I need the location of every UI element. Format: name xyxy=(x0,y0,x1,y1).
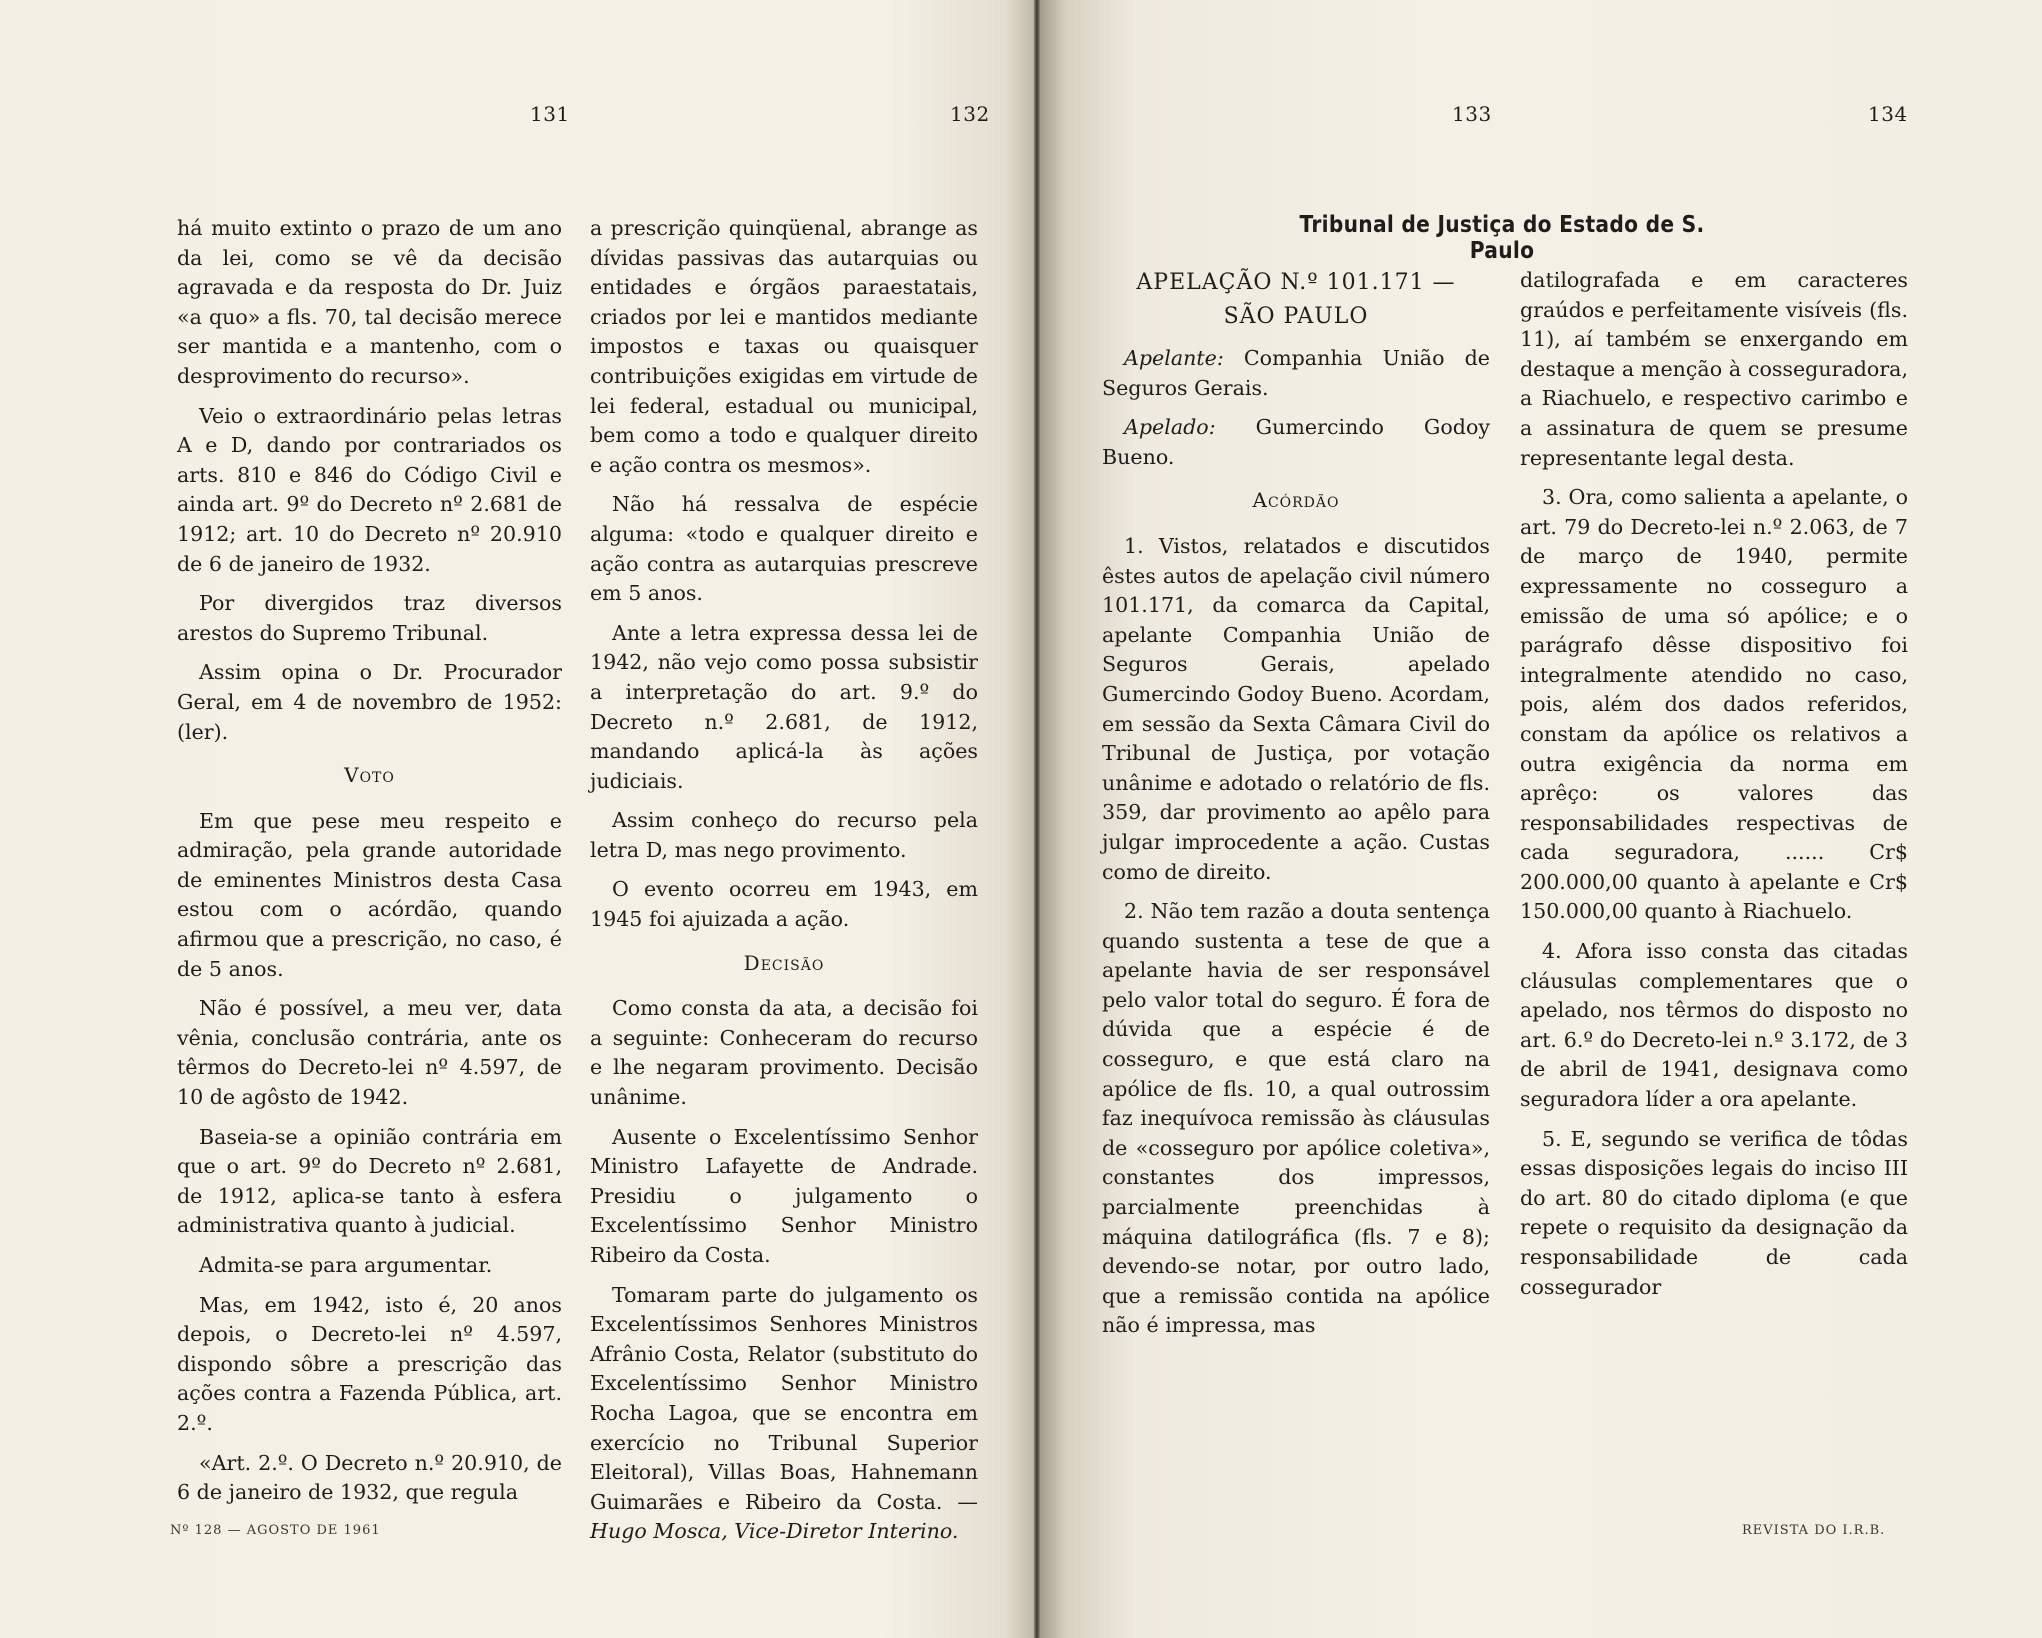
paragraph: a prescrição quinqüenal, abrange as dívidas passivas das autarquias ou entidades e órgãos paraestatais, criados por lei e mantidos mediante impostos e taxas ou quaisquer contribuições exigidas em virtude de lei federal, estadual ou municipal, bem como a todo e qualquer direito e ação contra os mesmos». xyxy=(590,216,978,477)
paragraph: Ausente o Excelentíssimo Senhor Ministro Lafayette de Andrade. Presidiu o julgamento o Excelentíssimo Senhor Ministro Ribeiro da Costa. xyxy=(590,1124,978,1267)
paragraph: Ante a letra expressa dessa lei de 1942, não vejo como possa subsistir a interpretação do art. 9.º do Decreto n.º 2.681, de 1912, mandando aplicá-la às ações judiciais. xyxy=(590,620,978,793)
paragraph xyxy=(590,1281,978,1547)
footer-journal: REVISTA DO I.R.B. xyxy=(1742,1523,1886,1538)
paragraph: Mas, em 1942, isto é, 20 anos depois, o Decreto-lei nº 4.597, dispondo sôbre a prescrição das ações contra a Fazenda Pública, art. 2.º. xyxy=(177,1292,562,1435)
tribunal-title: Tribunal de Justiça do Estado de S. Paulo xyxy=(1299,212,1705,264)
page-number-132: 132 xyxy=(950,102,990,126)
apelante-label: Apelante: xyxy=(1124,346,1224,370)
paragraph: Admita-se para argumentar. xyxy=(199,1253,493,1277)
paragraph: 2. Não tem razão a douta sentença quando sustenta a tese de que a apelante havia de ser responsável pelo valor total do seguro. É fora de dúvida que a espécie é de cosseguro, e que está claro na apólice de fls. 10, a qual outrossim faz inequívoca remissão às cláusulas de «cosseguro por apólice coletiva», constantes dos impressos, parcialmente preenchidas à máquina datilográfica (fls. 7 e 8); devendo-se notar, por outro lado, que a remissão contida na apólice não é impressa, mas xyxy=(1102,899,1490,1338)
signature: — Hugo Mosca, Vice-Diretor Interino. xyxy=(590,1489,979,1544)
page-133-column xyxy=(1102,266,1490,1351)
apelacao-heading xyxy=(1102,266,1490,334)
paragraph-text: Tomaram parte do julgamento os Excelentíssimos Senhores Ministros Afrânio Costa, Relator (substituto do Excelentíssimo Senhor Ministro Rocha Lagoa, que se encontra em exercício no Tribunal Superior Eleitoral), Villas Boas, Hahnemann Guimarães e Ribeiro da Costa. xyxy=(590,1282,978,1514)
page-number-133: 133 xyxy=(1452,102,1492,126)
page-132-column xyxy=(590,214,978,1557)
paragraph: 3. Ora, como salienta a apelante, o art. 79 do Decreto-lei n.º 2.063, de 7 de março de 1940, permite expressamente no cosseguro a emissão de uma só apólice; e o parágrafo dêsse dispositivo foi integralmente atendido no caso, pois, além dos dados referidos, constam da apólice os relativos a outra exigência da norma em aprêço: os valores das responsabilidades respectivas de cada seguradora, ...... Cr$ 200.000,00 quanto à apelante e Cr$ 150.000,00 quanto à Riachuelo. xyxy=(1520,485,1908,924)
paragraph: 5. E, segundo se verifica de tôdas essas disposições legais do inciso III do art. 80 do citado diploma (e que repete o requisito da designação da responsabilidade de cada cossegurador xyxy=(1520,1126,1908,1299)
section-heading-acordao: Acórdão xyxy=(1252,488,1340,513)
paragraph: Assim opina o Dr. Procurador Geral, em 4 de novembro de 1952: (ler). xyxy=(177,660,562,744)
apelante-name: Companhia União de Seguros Gerais. xyxy=(1102,346,1490,400)
section-heading-voto: Voto xyxy=(344,763,395,788)
paragraph: O evento ocorreu em 1943, em 1945 foi ajuizada a ação. xyxy=(590,877,978,932)
paragraph: Não há ressalva de espécie alguma: «todo e qualquer direito e ação contra as autarquias prescreve em 5 anos. xyxy=(590,492,978,606)
book-gutter xyxy=(1034,0,1040,1638)
page-number-131: 131 xyxy=(530,102,570,126)
paragraph: Baseia-se a opinião contrária em que o art. 9º do Decreto nº 2.681, de 1912, aplica-se tanto à esfera administrativa quanto à judicial. xyxy=(177,1124,562,1238)
apelado-name: Gumercindo Godoy Bueno. xyxy=(1102,415,1490,469)
footer-issue: Nº 128 — AGOSTO DE 1961 xyxy=(170,1523,381,1538)
apelante-line xyxy=(1102,344,1490,403)
apelacao-line-1: APELAÇÃO N.º 101.171 — xyxy=(1136,270,1456,295)
paragraph: Por divergidos traz diversos arestos do Supremo Tribunal. xyxy=(177,591,562,645)
paragraph: Como consta da ata, a decisão foi a seguinte: Conheceram do recurso e lhe negaram provimento. Decisão unânime. xyxy=(590,996,978,1110)
paragraph: Veio o extraordinário pelas letras A e D, dando por contrariados os arts. 810 e 846 do Código Civil e ainda art. 9º do Decreto nº 2.681 de 1912; art. 10 do Decreto nº 20.910 de 6 de janeiro de 1932. xyxy=(177,403,562,576)
paragraph: Assim conheço do recurso pela letra D, mas nego provimento. xyxy=(590,808,978,862)
paragraph: 4. Afora isso consta das citadas cláusulas complementares que o apelado, nos têrmos do disposto no art. 6.º do Decreto-lei n.º 3.172, de 3 de abril de 1941, designava como seguradora líder a ora apelante. xyxy=(1520,939,1908,1112)
page-134-column xyxy=(1520,266,1908,1312)
paragraph: 1. Vistos, relatados e discutidos êstes autos de apelação civil número 101.171, da comarca da Capital, apelante Companhia União de Seguros Gerais, apelado Gumercindo Godoy Bueno. Acordam, em sessão da Sexta Câmara Civil do Tribunal de Justiça, por votação unânime e adotado o relatório de fls. 359, dar provimento ao apêlo para julgar improcedente a ação. Custas como de direito. xyxy=(1102,533,1490,884)
page-number-134: 134 xyxy=(1868,102,1908,126)
paragraph: «Art. 2.º. O Decreto n.º 20.910, de 6 de janeiro de 1932, que regula xyxy=(177,1450,562,1505)
paragraph: Em que pese meu respeito e admiração, pela grande autoridade de eminentes Ministros desta Casa estou com o acórdão, quando afirmou que a prescrição, no caso, é de 5 anos. xyxy=(177,808,562,981)
apelacao-line-2: SÃO PAULO xyxy=(1223,304,1369,329)
apelado-label: Apelado: xyxy=(1124,415,1216,440)
paragraph: Não é possível, a meu ver, data vênia, conclusão contrária, ante os têrmos do Decreto-lei nº 4.597, de 10 de agôsto de 1942. xyxy=(177,996,562,1110)
paragraph: há muito extinto o prazo de um ano da lei, como se vê da decisão agravada e da resposta do Dr. Juiz «a quo» a fls. 70, tal decisão merece ser mantida e a mantenho, com o desprovimento do recurso». xyxy=(177,216,562,388)
page-131-column xyxy=(177,214,562,1518)
apelado-line xyxy=(1102,413,1490,472)
section-heading-decisao: Decisão xyxy=(743,950,825,975)
paragraph: datilografada e em caracteres graúdos e perfeitamente visíveis (fls. 11), aí também se enxergando em destaque a menção à cosseguradora, a Riachuelo, e respectivo carimbo e a assinatura de quem se presume representante legal desta. xyxy=(1520,268,1908,470)
